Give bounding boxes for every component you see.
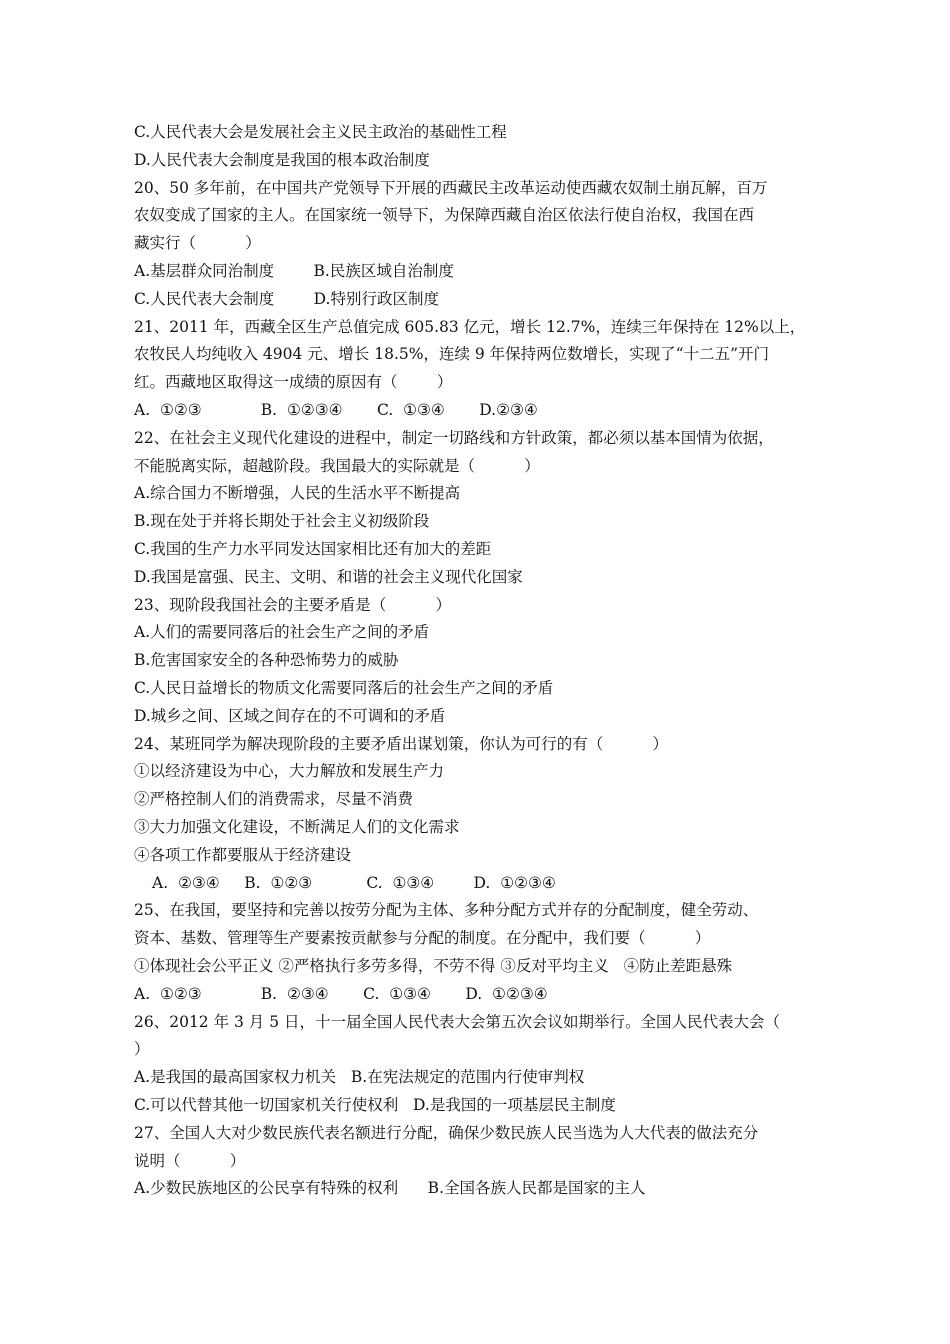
text-line: ④各项工作都要服从于经济建设 xyxy=(134,846,352,864)
text-line: 农牧民人均纯收入 4904 元、增长 18.5%，连续 9 年保持两位数增长，实现了“十二五”开门 xyxy=(134,345,770,363)
text-line: A.人们的需要同落后的社会生产之间的矛盾 xyxy=(134,623,430,641)
text-line: C.人民代表大会制度 D.特别行政区制度 xyxy=(134,290,439,308)
text-line: 21、2011 年，西藏全区生产总值完成 605.83 亿元，增长 12.7%，连续三年保持在 12%以上， xyxy=(134,318,806,336)
text-line: D.我国是富强、民主、文明、和谐的社会主义现代化国家 xyxy=(134,568,523,586)
text-line: C.人民日益增长的物质文化需要同落后的社会生产之间的矛盾 xyxy=(134,679,554,697)
text-line: 农奴变成了国家的主人。在国家统一领导下，为保障西藏自治区依法行使自治权，我国在西 xyxy=(134,206,755,224)
text-line: 24、某班同学为解决现阶段的主要矛盾出谋划策，你认为可行的有（ ） xyxy=(134,735,668,753)
text-line: A.是我国的最高国家权力机关 B.在宪法规定的范围内行使审判权 xyxy=(134,1068,585,1086)
text-line: A. ①②③ B. ①②③④ C. ①③④ D.②③④ xyxy=(134,401,538,419)
text-line: ） xyxy=(134,1040,150,1058)
text-line: 20、50 多年前，在中国共产党领导下开展的西藏民主改革运动使西藏农奴制土崩瓦解，百万 xyxy=(134,179,768,197)
text-line: 说明（ ） xyxy=(134,1152,246,1170)
text-line: 红。西藏地区取得这一成绩的原因有（ ） xyxy=(134,373,453,391)
text-line: C.可以代替其他一切国家机关行使权利 D.是我国的一项基层民主制度 xyxy=(134,1096,616,1114)
text-line: A. ①②③ B. ②③④ C. ①③④ D. ①②③④ xyxy=(134,985,548,1003)
text-line: 27、全国人大对少数民族代表名额进行分配，确保少数民族人民当选为人大代表的做法充分 xyxy=(134,1124,759,1142)
text-line: 资本、基数、管理等生产要素按贡献参与分配的制度。在分配中，我们要（ ） xyxy=(134,929,711,947)
text-line: B.现在处于并将长期处于社会主义初级阶段 xyxy=(134,512,430,530)
text-line: C.人民代表大会是发展社会主义民主政治的基础性工程 xyxy=(134,123,507,141)
text-line: ①体现社会公平正义 ②严格执行多劳多得，不劳不得 ③反对平均主义 ④防止差距悬殊 xyxy=(134,957,733,975)
text-line: D.城乡之间、区域之间存在的不可调和的矛盾 xyxy=(134,707,446,725)
text-line: C.我国的生产力水平同发达国家相比还有加大的差距 xyxy=(134,540,492,558)
text-line: 不能脱离实际，超越阶段。我国最大的实际就是（ ） xyxy=(134,457,540,475)
text-line: 26、2012 年 3 月 5 日，十一届全国人民代表大会第五次会议如期举行。全国人民代表大会（ xyxy=(134,1013,781,1031)
text-line: A.基层群众同治制度 B.民族区域自治制度 xyxy=(134,262,454,280)
text-line: B.危害国家安全的各种恐怖势力的威胁 xyxy=(134,651,399,669)
text-line: ①以经济建设为中心，大力解放和发展生产力 xyxy=(134,762,445,780)
text-line: ②严格控制人们的消费需求，尽量不消费 xyxy=(134,790,414,808)
text-line: 23、现阶段我国社会的主要矛盾是（ ） xyxy=(134,596,451,614)
text-line: ③大力加强文化建设，不断满足人们的文化需求 xyxy=(134,818,460,836)
text-line: A.少数民族地区的公民享有特殊的权利 B.全国各族人民都是国家的主人 xyxy=(134,1179,646,1197)
text-line: 25、在我国，要坚持和完善以按劳分配为主体、多种分配方式并存的分配制度，健全劳动、 xyxy=(134,901,759,919)
text-line: 藏实行（ ） xyxy=(134,234,261,252)
text-line: 22、在社会主义现代化建设的进程中，制定一切路线和方针政策，都必须以基本国情为依据， xyxy=(134,429,774,447)
text-line: A. ②③④ B. ①②③ C. ①③④ D. ①②③④ xyxy=(152,874,556,892)
text-line: D.人民代表大会制度是我国的根本政治制度 xyxy=(134,151,430,169)
text-line: A.综合国力不断增强，人民的生活水平不断提高 xyxy=(134,484,461,502)
